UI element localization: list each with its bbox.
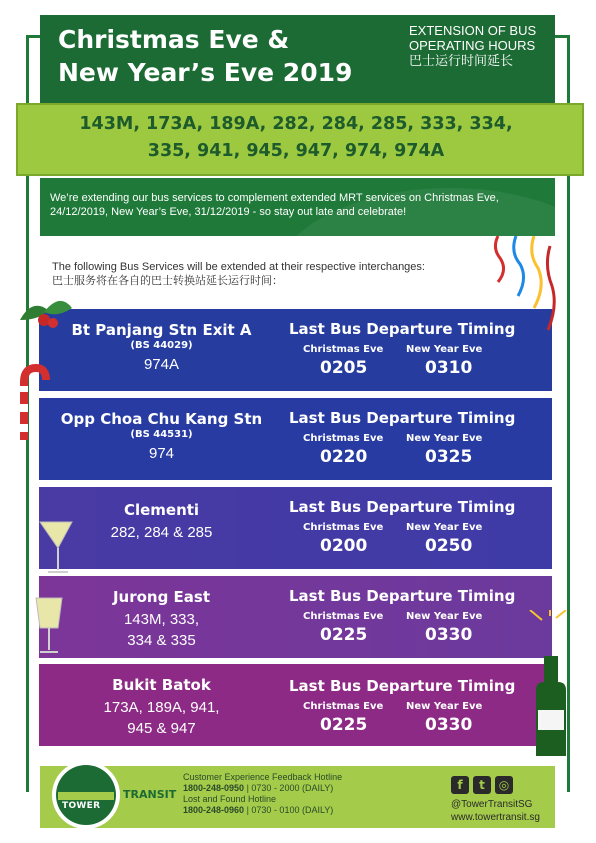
route-block <box>39 309 552 391</box>
last-bus-label: Last Bus Departure Timing <box>289 587 516 605</box>
following-note <box>52 260 482 288</box>
christmas-eve-label: Christmas Eve <box>303 701 384 712</box>
feedback-row <box>183 783 342 794</box>
new-year-eve-label: New Year Eve <box>406 344 483 355</box>
feedback-hours: | 0730 - 2000 (DAILY) <box>246 783 334 793</box>
new-year-eve-time: 0250 <box>425 536 473 556</box>
new-year-eve-label: New Year Eve <box>406 611 483 622</box>
station-name: Jurong East <box>112 588 211 606</box>
title-line-1: Christmas Eve & <box>58 25 290 54</box>
facebook-icon[interactable]: f <box>451 776 469 794</box>
timing-info <box>284 398 552 480</box>
logo-word-tower: TOWER <box>62 801 101 811</box>
christmas-eve-label: Christmas Eve <box>303 522 384 533</box>
route-services: 974 <box>148 445 175 462</box>
route-services: 173A, 189A, 941, <box>103 699 220 716</box>
tower-transit-logo-icon <box>42 758 130 832</box>
services-line-1: 143M, 173A, 189A, 282, 284, 285, 333, 334, <box>79 114 513 134</box>
route-services: 143M, 333, <box>123 611 200 628</box>
new-year-eve-time: 0325 <box>425 447 473 467</box>
lostfound-number[interactable]: 1800-248-0960 <box>183 805 245 815</box>
station-name: Bt Panjang Stn Exit A <box>71 321 252 339</box>
bus-stop-code: (BS 44029) <box>130 340 193 351</box>
following-chinese: 巴士服务将在各自的巴士转换站延长运行时间： <box>52 275 283 287</box>
timing-info <box>284 487 552 569</box>
services-list <box>42 111 550 165</box>
route-info <box>39 398 284 480</box>
champagne-glass-icon <box>30 594 70 658</box>
timing-info <box>284 576 552 658</box>
last-bus-label: Last Bus Departure Timing <box>289 677 516 695</box>
route-services-cont: 334 & 335 <box>127 632 196 649</box>
candy-cane-icon <box>10 362 50 442</box>
christmas-eve-label: Christmas Eve <box>303 344 384 355</box>
new-year-eve-time: 0330 <box>425 625 473 645</box>
last-bus-label: Last Bus Departure Timing <box>289 409 516 427</box>
hotline-info <box>183 772 342 816</box>
station-name: Opp Choa Chu Kang Stn <box>60 410 263 428</box>
instagram-icon[interactable]: ◎ <box>495 776 513 794</box>
twitter-icon[interactable]: t <box>473 776 491 794</box>
champagne-glass-icon <box>36 518 76 578</box>
feedback-number[interactable]: 1800-248-0950 <box>183 783 245 793</box>
route-block <box>39 664 552 746</box>
social-handle-block <box>451 798 540 824</box>
feedback-label: Customer Experience Feedback Hotline <box>183 772 343 782</box>
route-info <box>39 576 284 658</box>
christmas-eve-label: Christmas Eve <box>303 611 384 622</box>
streamers-icon <box>488 236 558 332</box>
title-line-2: New Year’s Eve 2019 <box>58 58 353 87</box>
following-english: The following Bus Services will be extended at their respective interchanges: <box>52 261 425 273</box>
route-block <box>39 487 552 569</box>
route-info <box>39 664 284 746</box>
poster-title <box>58 23 352 89</box>
services-line-2: 335, 941, 945, 947, 974, 974A <box>147 141 445 161</box>
footer-bar <box>40 766 555 828</box>
extension-chinese: 巴士运行时间延长 <box>409 53 514 68</box>
last-bus-label: Last Bus Departure Timing <box>289 320 516 338</box>
station-name: Clementi <box>123 501 200 519</box>
christmas-eve-time: 0205 <box>320 358 368 378</box>
social-handle[interactable]: @TowerTransitSG <box>451 799 533 810</box>
christmas-eve-time: 0200 <box>320 536 368 556</box>
holly-icon <box>14 290 76 338</box>
last-bus-label: Last Bus Departure Timing <box>289 498 516 516</box>
route-services: 974A <box>143 356 180 373</box>
new-year-eve-label: New Year Eve <box>406 701 483 712</box>
route-block <box>39 398 552 480</box>
new-year-eve-time: 0310 <box>425 358 473 378</box>
new-year-eve-label: New Year Eve <box>406 433 483 444</box>
new-year-eve-time: 0330 <box>425 715 473 735</box>
header-banner <box>40 15 555 103</box>
lostfound-label: Lost and Found Hotline <box>183 794 277 804</box>
champagne-bottle-icon <box>522 610 582 760</box>
extension-line-1: EXTENSION OF BUS <box>409 23 537 38</box>
extension-line-2: OPERATING HOURS <box>409 38 536 53</box>
lostfound-row <box>183 805 342 816</box>
station-name: Bukit Batok <box>112 676 211 694</box>
lostfound-hours: | 0730 - 0100 (DAILY) <box>246 805 334 815</box>
timing-info <box>284 664 552 746</box>
new-year-eve-label: New Year Eve <box>406 522 483 533</box>
christmas-eve-label: Christmas Eve <box>303 433 384 444</box>
intro-text: We’re extending our bus services to complement extended MRT services on Christmas Eve, 24/12/2019, New Year’s Eve, 31/12/2019 - so stay out late and celebrate! <box>50 192 499 218</box>
route-services: 282, 284 & 285 <box>110 524 213 541</box>
christmas-eve-time: 0220 <box>320 447 368 467</box>
route-block <box>39 576 552 658</box>
website-link[interactable]: www.towertransit.sg <box>451 812 540 823</box>
christmas-eve-time: 0225 <box>320 715 368 735</box>
route-services-cont: 945 & 947 <box>127 720 196 737</box>
social-icons <box>451 774 517 794</box>
extension-caption <box>409 23 536 68</box>
intro-band <box>40 178 555 236</box>
bus-stop-code: (BS 44531) <box>130 429 193 440</box>
services-banner <box>16 103 584 176</box>
logo-word-transit: TRANSIT <box>123 788 177 801</box>
christmas-eve-time: 0225 <box>320 625 368 645</box>
